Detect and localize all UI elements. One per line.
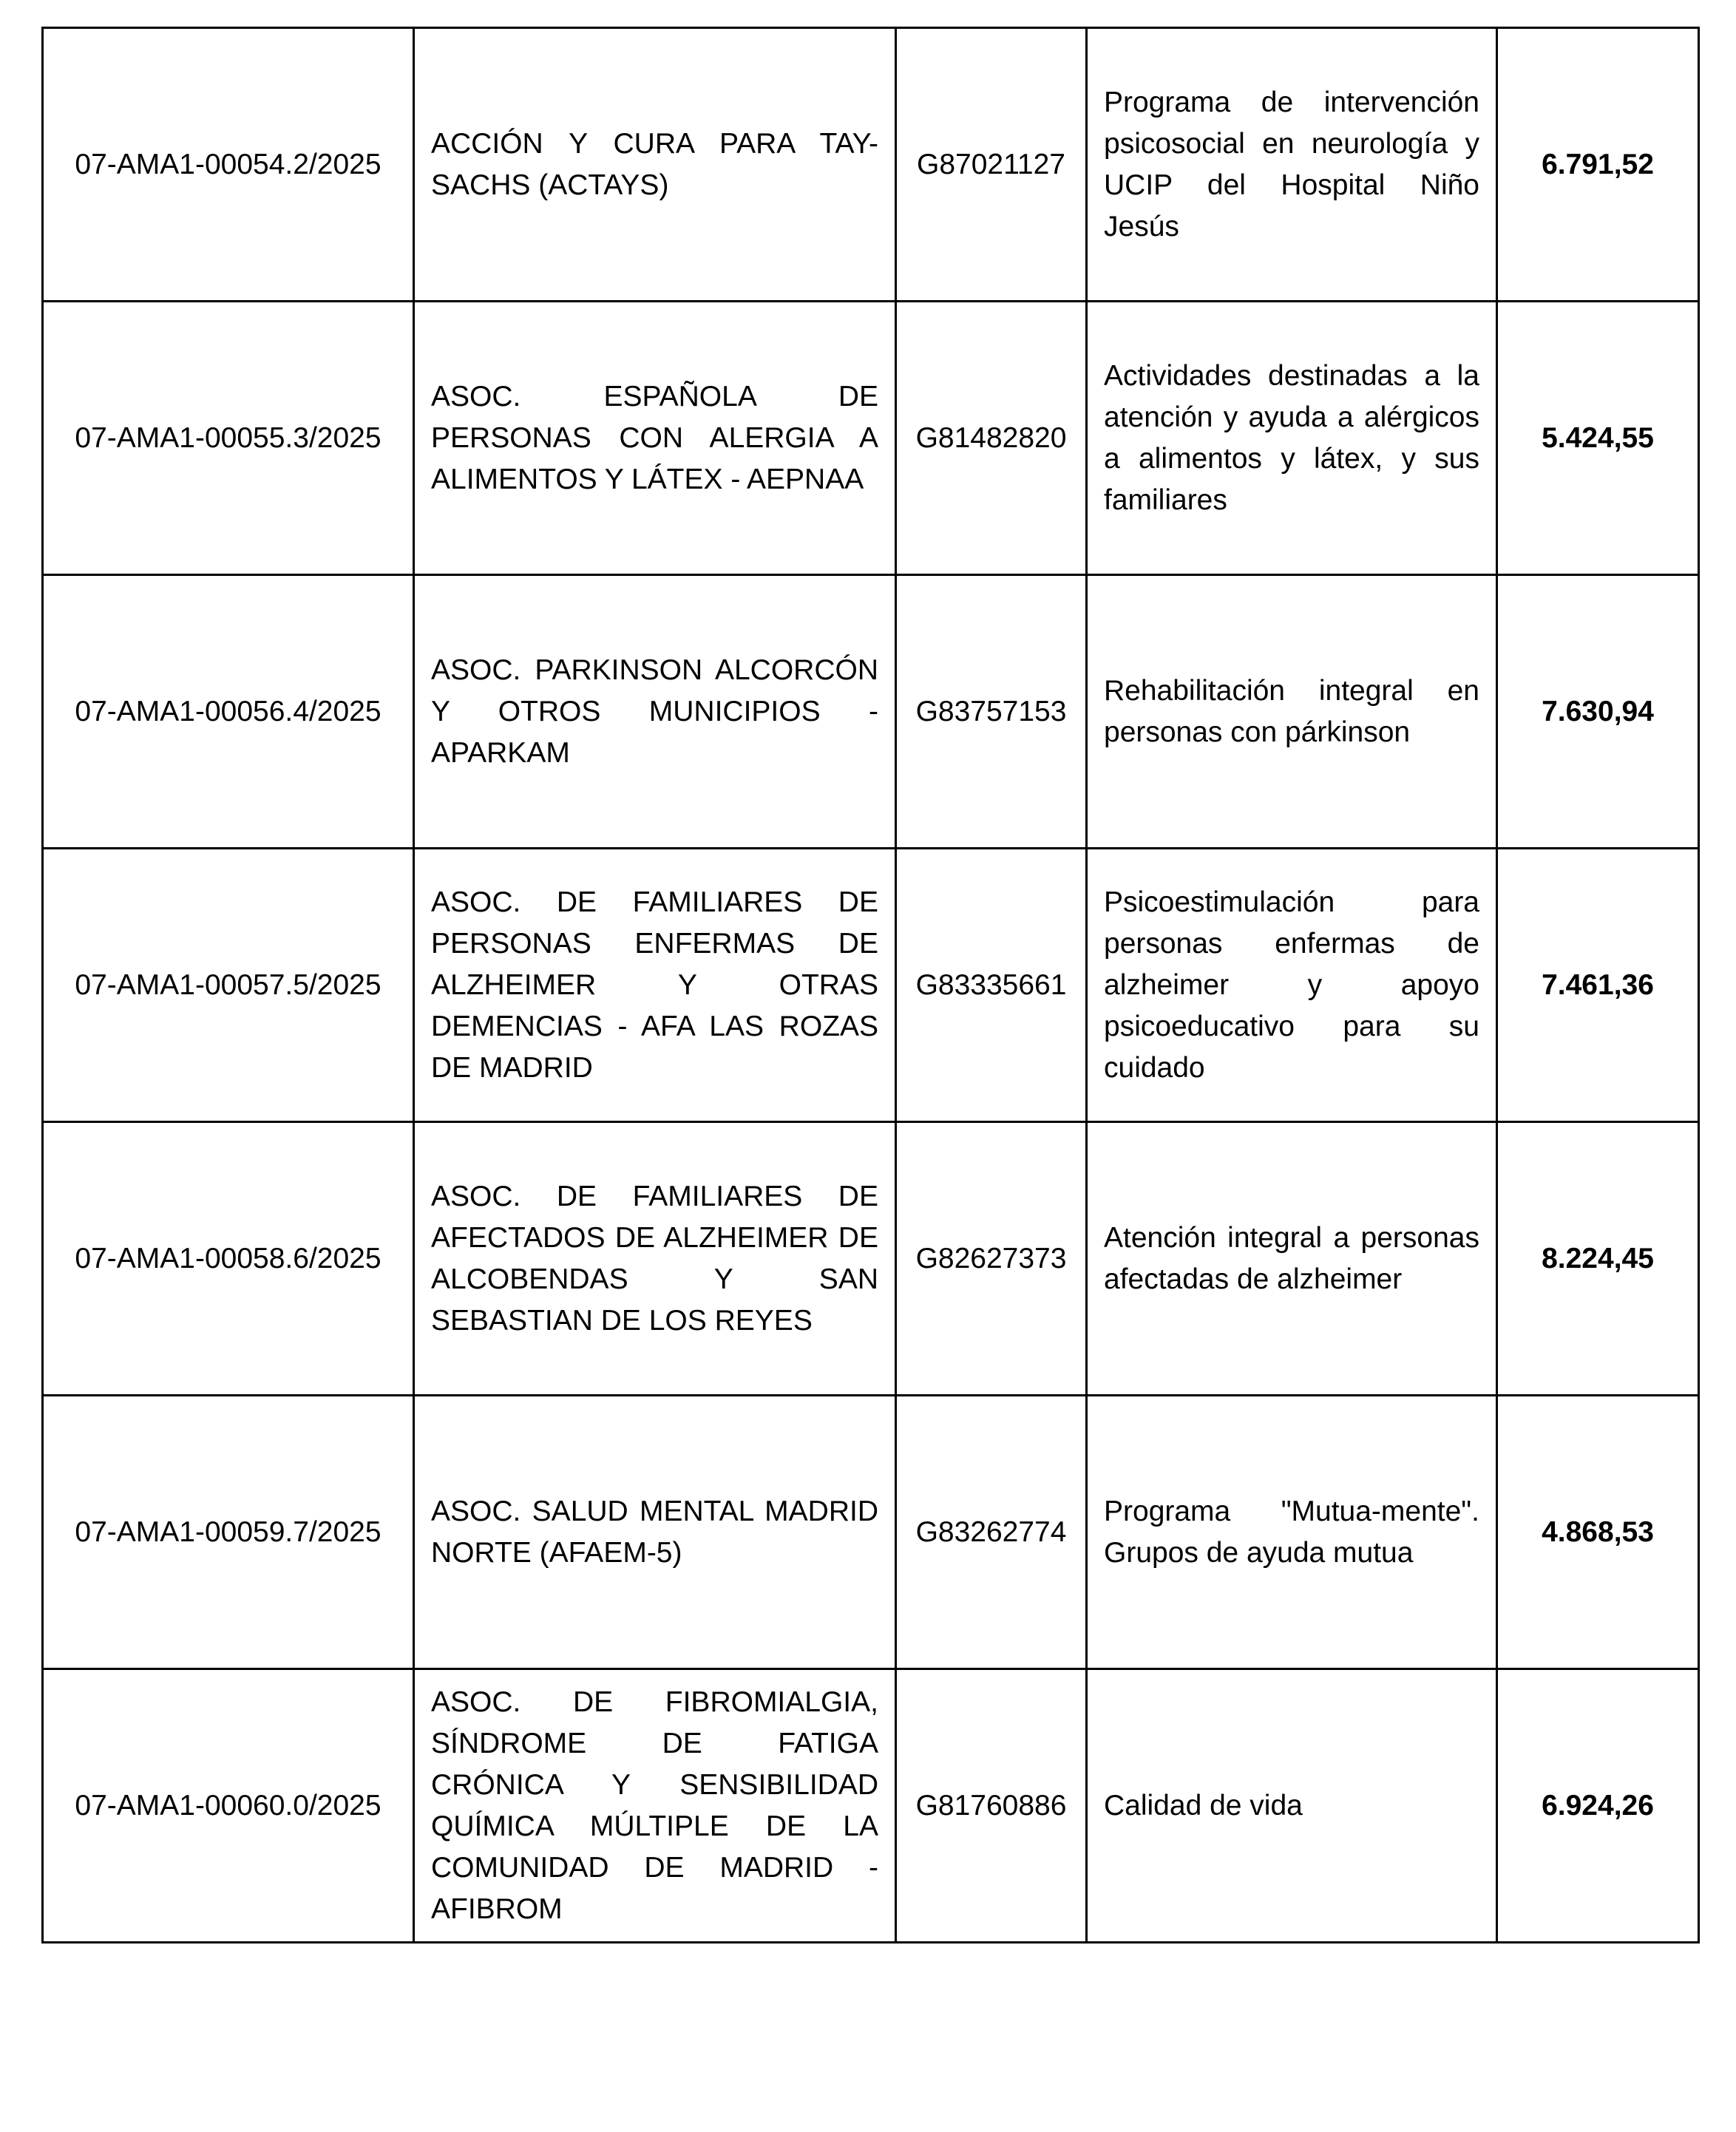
entidad-cell: ASOC. DE FIBROMIALGIA, SÍNDROME DE FATIGA CRÓNICA Y SENSIBILIDAD QUÍMICA MÚLTIPLE DE LA COMUNIDAD DE MADRID - AFIBROM bbox=[414, 1669, 896, 1943]
entidad-cell: ASOC. DE FAMILIARES DE PERSONAS ENFERMAS DE ALZHEIMER Y OTRAS DEMENCIAS - AFA LAS ROZAS DE MADRID bbox=[414, 849, 896, 1122]
importe-cell: 7.630,94 bbox=[1497, 575, 1699, 849]
expediente-cell: 07-AMA1-00060.0/2025 bbox=[43, 1669, 414, 1943]
expediente-cell: 07-AMA1-00054.2/2025 bbox=[43, 28, 414, 302]
entidad-cell: ASOC. DE FAMILIARES DE AFECTADOS DE ALZHEIMER DE ALCOBENDAS Y SAN SEBASTIAN DE LOS REYES bbox=[414, 1122, 896, 1396]
cif-cell: G81482820 bbox=[896, 302, 1087, 575]
programa-cell: Psicoestimulación para personas enfermas de alzheimer y apoyo psicoeducativo para su cuidado bbox=[1087, 849, 1497, 1122]
entidad-cell: ASOC. ESPAÑOLA DE PERSONAS CON ALERGIA A ALIMENTOS Y LÁTEX - AEPNAA bbox=[414, 302, 896, 575]
expediente-cell: 07-AMA1-00055.3/2025 bbox=[43, 302, 414, 575]
expediente-cell: 07-AMA1-00057.5/2025 bbox=[43, 849, 414, 1122]
expediente-cell: 07-AMA1-00058.6/2025 bbox=[43, 1122, 414, 1396]
expediente-cell: 07-AMA1-00059.7/2025 bbox=[43, 1396, 414, 1669]
programa-cell: Rehabilitación integral en personas con párkinson bbox=[1087, 575, 1497, 849]
entidad-cell: ASOC. PARKINSON ALCORCÓN Y OTROS MUNICIPIOS - APARKAM bbox=[414, 575, 896, 849]
programa-cell: Programa "Mutua-mente". Grupos de ayuda mutua bbox=[1087, 1396, 1497, 1669]
cif-cell: G83757153 bbox=[896, 575, 1087, 849]
importe-cell: 8.224,45 bbox=[1497, 1122, 1699, 1396]
table-row bbox=[43, 1122, 1699, 1396]
programa-cell: Calidad de vida bbox=[1087, 1669, 1497, 1943]
importe-cell: 7.461,36 bbox=[1497, 849, 1699, 1122]
programa-cell: Atención integral a personas afectadas de alzheimer bbox=[1087, 1122, 1497, 1396]
entidad-cell: ASOC. SALUD MENTAL MADRID NORTE (AFAEM-5) bbox=[414, 1396, 896, 1669]
cif-cell: G83335661 bbox=[896, 849, 1087, 1122]
programa-cell: Programa de intervención psicosocial en neurología y UCIP del Hospital Niño Jesús bbox=[1087, 28, 1497, 302]
table-row bbox=[43, 575, 1699, 849]
importe-cell: 6.924,26 bbox=[1497, 1669, 1699, 1943]
grants-table bbox=[41, 27, 1700, 1943]
table-row bbox=[43, 1396, 1699, 1669]
table-row bbox=[43, 28, 1699, 302]
cif-cell: G83262774 bbox=[896, 1396, 1087, 1669]
table-row bbox=[43, 849, 1699, 1122]
programa-cell: Actividades destinadas a la atención y ayuda a alérgicos a alimentos y látex, y sus familiares bbox=[1087, 302, 1497, 575]
importe-cell: 5.424,55 bbox=[1497, 302, 1699, 575]
entidad-cell: ACCIÓN Y CURA PARA TAY-SACHS (ACTAYS) bbox=[414, 28, 896, 302]
expediente-cell: 07-AMA1-00056.4/2025 bbox=[43, 575, 414, 849]
table-row bbox=[43, 1669, 1699, 1943]
cif-cell: G82627373 bbox=[896, 1122, 1087, 1396]
importe-cell: 4.868,53 bbox=[1497, 1396, 1699, 1669]
cif-cell: G87021127 bbox=[896, 28, 1087, 302]
cif-cell: G81760886 bbox=[896, 1669, 1087, 1943]
importe-cell: 6.791,52 bbox=[1497, 28, 1699, 302]
table-row bbox=[43, 302, 1699, 575]
